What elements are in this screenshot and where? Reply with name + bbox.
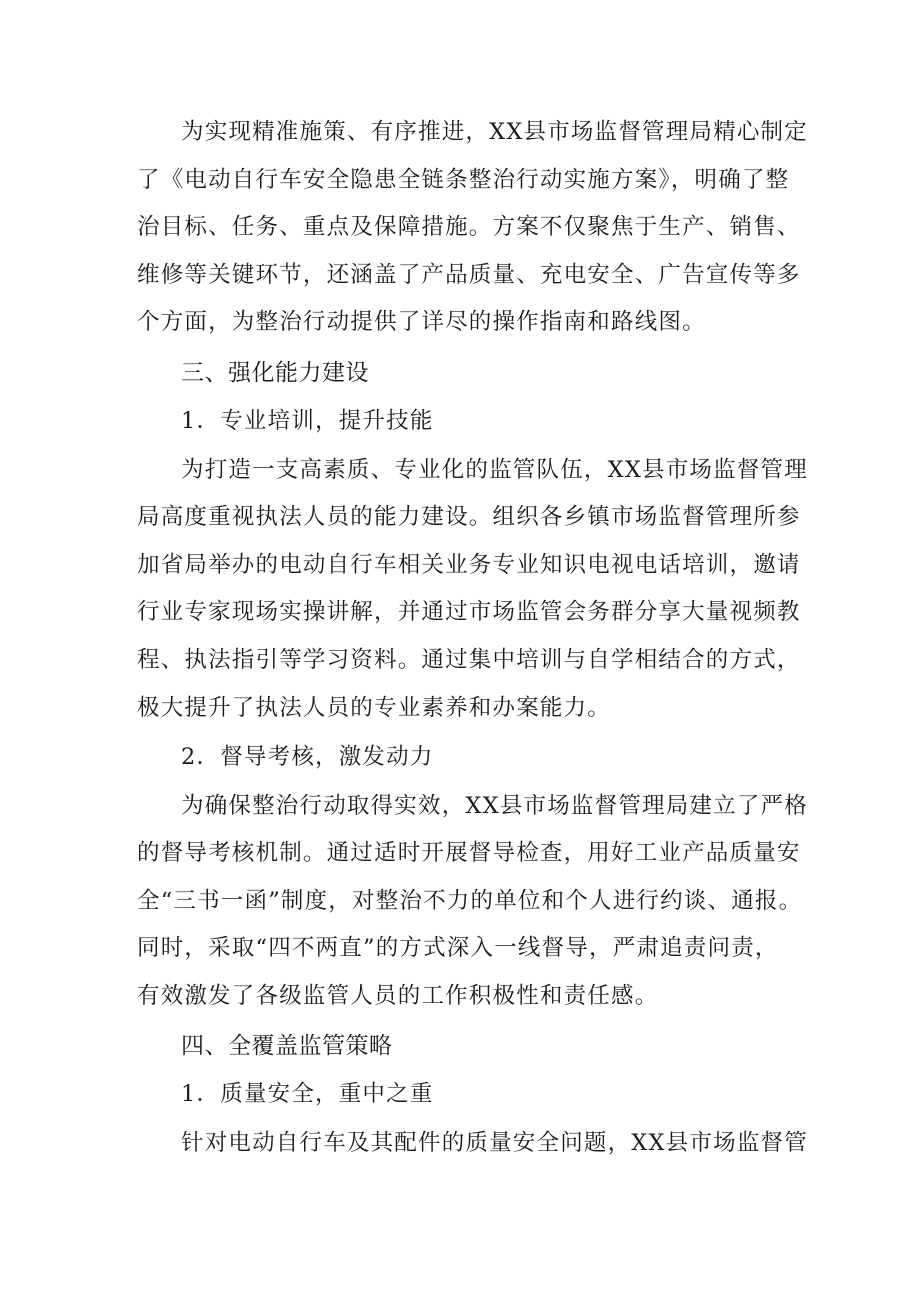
section-4-subheading-1: 1．质量安全，重中之重 [181,1081,434,1107]
paragraph-2-line-4: 行业专家现场实操讲解，并通过市场监管会务群分享大量视频教 [137,599,801,625]
paragraph-1-line-4: 维修等关键环节，还涵盖了产品质量、充电安全、广告宣传等多 [137,262,801,288]
paragraph-3-line-3: 全“三书一函”制度，对整治不力的单位和个人进行约谈、通报。 [137,888,803,914]
section-3-heading: 三、强化能力建设 [181,360,369,386]
paragraph-1-line-1: 为实现精准施策、有序推进，XX县市场监督管理局精心制定 [181,119,808,145]
paragraph-3-line-1: 为确保整治行动取得实效，XX县市场监督管理局建立了严格 [181,793,808,819]
section-3-subheading-1: 1．专业培训，提升技能 [181,408,434,434]
paragraph-3-line-5: 有效激发了各级监管人员的工作积极性和责任感。 [137,983,659,1009]
section-4-heading: 四、全覆盖监管策略 [181,1033,393,1059]
paragraph-2-line-6: 极大提升了执法人员的专业素养和办案能力。 [137,695,612,721]
section-3-subheading-2: 2．督导考核，激发动力 [181,744,434,770]
paragraph-2-line-5: 程、执法指引等学习资料。通过集中培训与自学相结合的方式， [137,647,801,673]
paragraph-1-line-3: 治目标、任务、重点及保障措施。方案不仅聚焦于生产、销售、 [137,214,801,240]
paragraph-3-line-2: 的督导考核机制。通过适时开展督导检查，用好工业产品质量安 [137,840,801,866]
paragraph-2-line-1: 为打造一支高素质、专业化的监管队伍，XX县市场监督管理 [181,457,808,483]
paragraph-1-line-5: 个方面，为整治行动提供了详尽的操作指南和路线图。 [137,309,706,335]
paragraph-1-line-2: 了《电动自行车安全隐患全链条整治行动实施方案》，明确了整 [137,167,790,193]
paragraph-3-line-4: 同时，采取“四不两直”的方式深入一线督导，严肃追责问责， [137,935,779,961]
paragraph-2-line-2: 局高度重视执法人员的能力建设。组织各乡镇市场监督管理所参 [137,504,801,530]
paragraph-2-line-3: 加省局举办的电动自行车相关业务专业知识电视电话培训，邀请 [137,552,801,578]
paragraph-4-line-1: 针对电动自行车及其配件的质量安全问题，XX县市场监督管 [181,1130,808,1156]
